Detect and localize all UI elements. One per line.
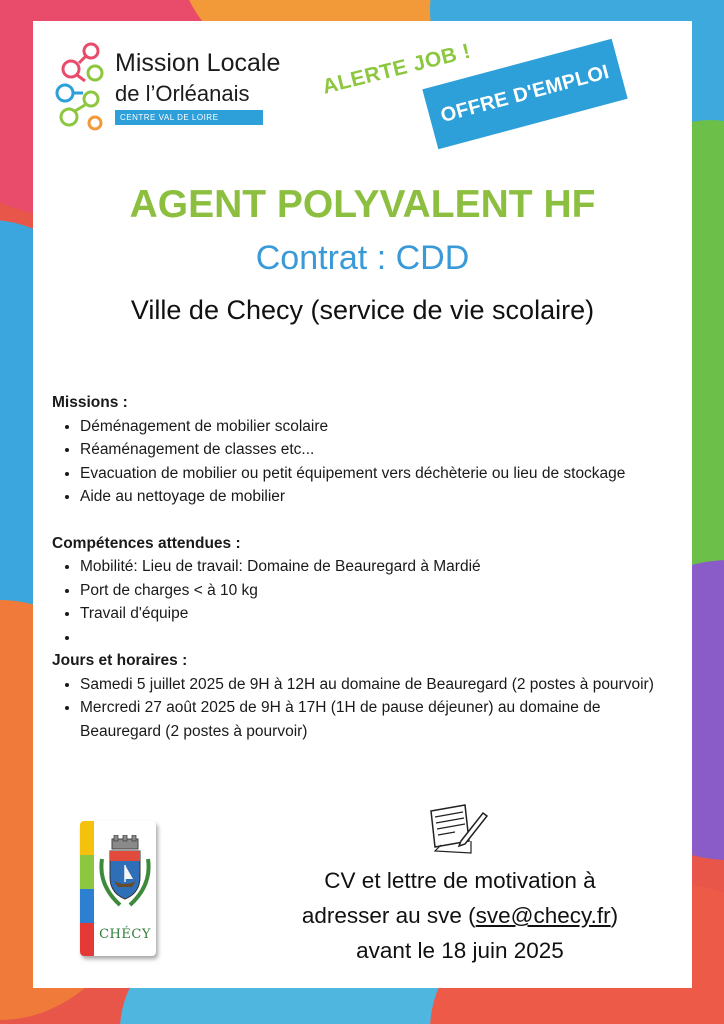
alert-job-tag: ALERTE JOB !: [320, 39, 473, 99]
logo-name-line1: Mission Locale: [115, 49, 281, 77]
schedule-heading: Jours et horaires :: [52, 652, 188, 669]
job-offer-label: OFFRE D'EMPLOI: [438, 60, 612, 127]
skills-heading: Compétences attendues :: [52, 534, 241, 552]
checy-coat-of-arms-icon: [94, 835, 156, 915]
document-pen-icon: [425, 801, 489, 857]
apply-line2: adresser au sve (sve@checy.fr): [301, 903, 619, 928]
list-item: • Déménagement de mobilier scolaire: [80, 415, 677, 439]
list-item: • Evacuation de mobilier ou petit équipement vers déchèterie ou lieu de stockage: [80, 462, 677, 486]
mission-locale-logo-icon: [53, 41, 111, 131]
job-title: AGENT POLYVALENT HF: [129, 183, 596, 226]
employer: Ville de Checy (service de vie scolaire): [130, 295, 595, 325]
list-item: • Réaménagement de classes etc...: [80, 438, 677, 462]
apply-line1: CV et lettre de motivation à: [324, 868, 596, 893]
job-details: [52, 391, 677, 743]
application-instructions: [255, 863, 665, 968]
logo-name-line2: de l’Orléanais: [115, 81, 250, 106]
contact-email-link[interactable]: sve@checy.fr: [475, 903, 611, 928]
missions-list: [52, 415, 677, 509]
job-poster: [33, 21, 692, 988]
checy-badge: [80, 821, 156, 956]
list-item: • Aide au nettoyage de mobilier: [80, 485, 677, 509]
schedule-list: [52, 673, 677, 744]
checy-badge-name: CHÉCY: [99, 927, 151, 942]
skills-list: [52, 555, 677, 649]
list-item: [80, 626, 677, 650]
logo-region-band: CENTRE VAL DE LOIRE: [115, 110, 263, 125]
list-item: • Mobilité: Lieu de travail: Domaine de Beauregard à Mardié: [80, 555, 677, 579]
mission-locale-logo: [53, 41, 293, 131]
contract-type: Contrat : CDD: [255, 239, 470, 277]
list-item: • Port de charges < à 10 kg: [80, 579, 677, 603]
missions-heading: Missions :: [52, 394, 128, 411]
apply-deadline: avant le 18 juin 2025: [356, 938, 564, 963]
list-item: • Travail d'équipe: [80, 602, 677, 626]
list-item: • Mercredi 27 août 2025 de 9H à 17H (1H de pause déjeuner) au domaine de Beauregard (2 postes à pourvoir): [80, 696, 677, 743]
list-item: • Samedi 5 juillet 2025 de 9H à 12H au domaine de Beauregard (2 postes à pourvoir): [80, 673, 677, 697]
